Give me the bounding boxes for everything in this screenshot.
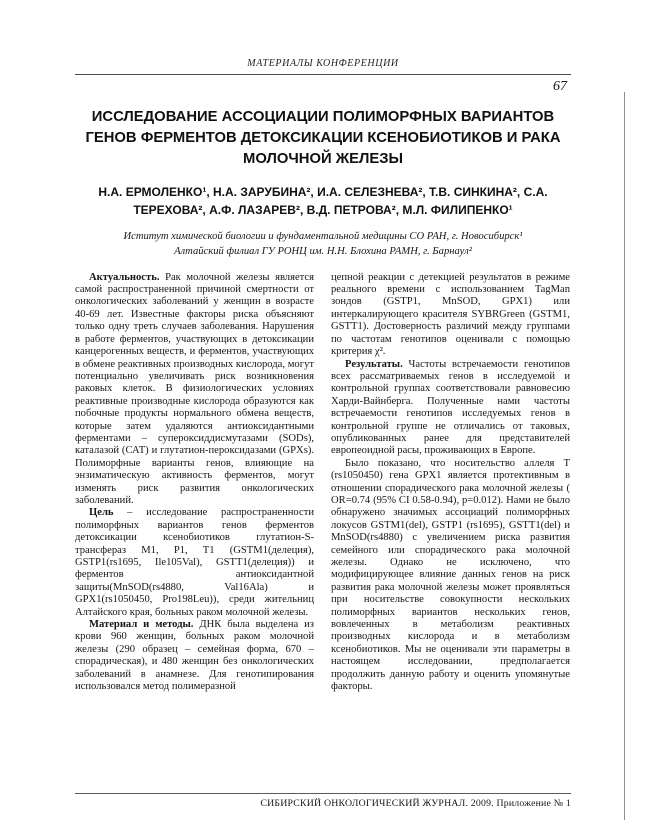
paragraph-text: Рак молочной железы является самой распространенной причиной смертности от онкологических заболеваний у женщин в возрасте 40-69 лет. Известные факторы риска объясняют только одну треть случаев заболевания. Нарушения в работе ферментов, участвующих в детоксикации канцерогенных веществ, и ферментов, участвующих в обмене реактивных производных кислорода, могут потенциально увеличивать риск возникновения раковых клеток. В физиологических условиях реактивные производные кислорода образуются как побочные продукты нормального обмена веществ, которые затем удаляются антиоксидантными ферментами – супероксиддисмутазами (SODs), каталазой (САТ) и глутатион-пероксидазами (GPXs). Полиморфные варианты генов, влияющие на энзиматическую активность ферментов, могут изменять риск развития онкологических заболеваний. <box>75 271 314 506</box>
paragraph-lead: Результаты. <box>345 358 403 370</box>
paragraph-text: – исследование распространенности полиморфных вариантов генов ферментов детоксикации ксенобиотиков глутатион-S-трансфераз M1, P1, T1 (GSTM1(делеция), GSTP1(rs1695, Ile105Val), GSTT1(делеция)) и ферментов антиоксидантной защиты(MnSOD(rs4880, Val16Ala) и GPX1(rs1050450, Pro198Leu)), среди жительниц Алтайского края, больных раком молочной железы. <box>75 507 314 618</box>
affiliation-line: Иститут химической биологии и фундаментальной медицины СО РАН, г. Новосибирск¹ <box>123 231 523 242</box>
paragraph <box>331 359 570 458</box>
body-columns <box>75 272 571 694</box>
left-column <box>75 272 314 694</box>
journal-footer-text: СИБИРСКИЙ ОНКОЛОГИЧЕСКИЙ ЖУРНАЛ. 2009. Приложение № 1 <box>260 798 571 809</box>
paragraph <box>75 507 314 619</box>
paragraph <box>331 272 570 359</box>
journal-footer <box>75 793 571 809</box>
paragraph <box>75 272 314 508</box>
paragraph <box>331 458 570 694</box>
affiliation-line: Алтайский филиал ГУ РОНЦ им. Н.Н. Блохина РАМН, г. Барнаул² <box>174 245 472 257</box>
page-content <box>75 0 571 693</box>
paragraph-text: Было показано, что носительство аллеля Т (rs1050450) гена GPX1 является протективным в отношении спорадического рака молочной железы ( OR=0.74 (95% CI 0.58-0.94), p=0.012). Нами не было обнаружено значимых ассоциаций полиморфных локусов GSTM1(del), GSTP1 (rs1695), GSTT1(del) и MnSOD(rs4880) с увеличением риска развития семейного или спорадического рака молочной железы. Однако не исключено, что модифицирующее влияние данных генов на риск развития рака молочной железы может проявляться при носительстве совокупности нескольких полиморфных вариантов нескольких генов, вовлеченных в метаболизм реактивных производных кислорода и в метаболизм ксенобиотиков. Мы не оценивали эти параметры в настоящем исследовании, предполагается продолжить данную работу и оценить упомянутые факторы. <box>331 457 570 693</box>
article-title: ИССЛЕДОВАНИЕ АССОЦИАЦИИ ПОЛИМОРФНЫХ ВАРИАНТОВ ГЕНОВ ФЕРМЕНТОВ ДЕТОКСИКАЦИИ КСЕНОБИОТИКОВ И РАКА МОЛОЧНОЙ ЖЕЛЕЗЫ <box>85 109 561 167</box>
header-rule <box>75 74 571 75</box>
paragraph-lead: Цель <box>89 507 114 519</box>
paragraph-text: цепной реакции с детекцией результатов в режиме реального времени с использованием TagMan зондов (GSTP1, MnSOD, GPX1) или интеркалирующего красителя SYBRGreen (GSTM1, GSTT1). Достоверность различий между группами по частотам генотипов оценивали с помощью критерия χ². <box>331 271 570 358</box>
running-head: МАТЕРИАЛЫ КОНФЕРЕНЦИИ <box>247 58 399 69</box>
paragraph-text: Частоты встречаемости генотипов всех рассматриваемых генов в исследуемой и контрольной группах соответствовали равновесию Харди-Вайнберга. Полученные нами частоты встречаемости генотипов исследуемых генов в контрольной группе не отличались от таковых, опубликованных ранее для представителей европеоидной расы, проживающих в Европе. <box>331 358 570 457</box>
page-number: 67 <box>553 79 567 94</box>
right-column <box>331 272 570 694</box>
affiliations <box>75 230 571 260</box>
paragraph-lead: Актуальность. <box>89 271 160 283</box>
paragraph-text: ДНК была выделена из крови 960 женщин, больных раком молочной железы (290 образец – семейная форма, 670 – спорадическая), и 480 женщин без онкологических заболеваний в анамнезе. Для генотипирования использовался метод полимеразной <box>75 619 314 693</box>
paragraph-lead: Материал и методы. <box>89 619 194 631</box>
paragraph <box>75 619 314 693</box>
authors-line: Н.А. ЕРМОЛЕНКО¹, Н.А. ЗАРУБИНА², И.А. СЕЛЕЗНЕВА², Т.В. СИНКИНА², С.А. ТЕРЕХОВА², А.Ф. ЛАЗАРЕВ², В.Д. ПЕТРОВА², М.Л. ФИЛИПЕНКО¹ <box>98 185 548 217</box>
page-right-border <box>624 92 625 820</box>
footer-rule <box>75 793 571 794</box>
